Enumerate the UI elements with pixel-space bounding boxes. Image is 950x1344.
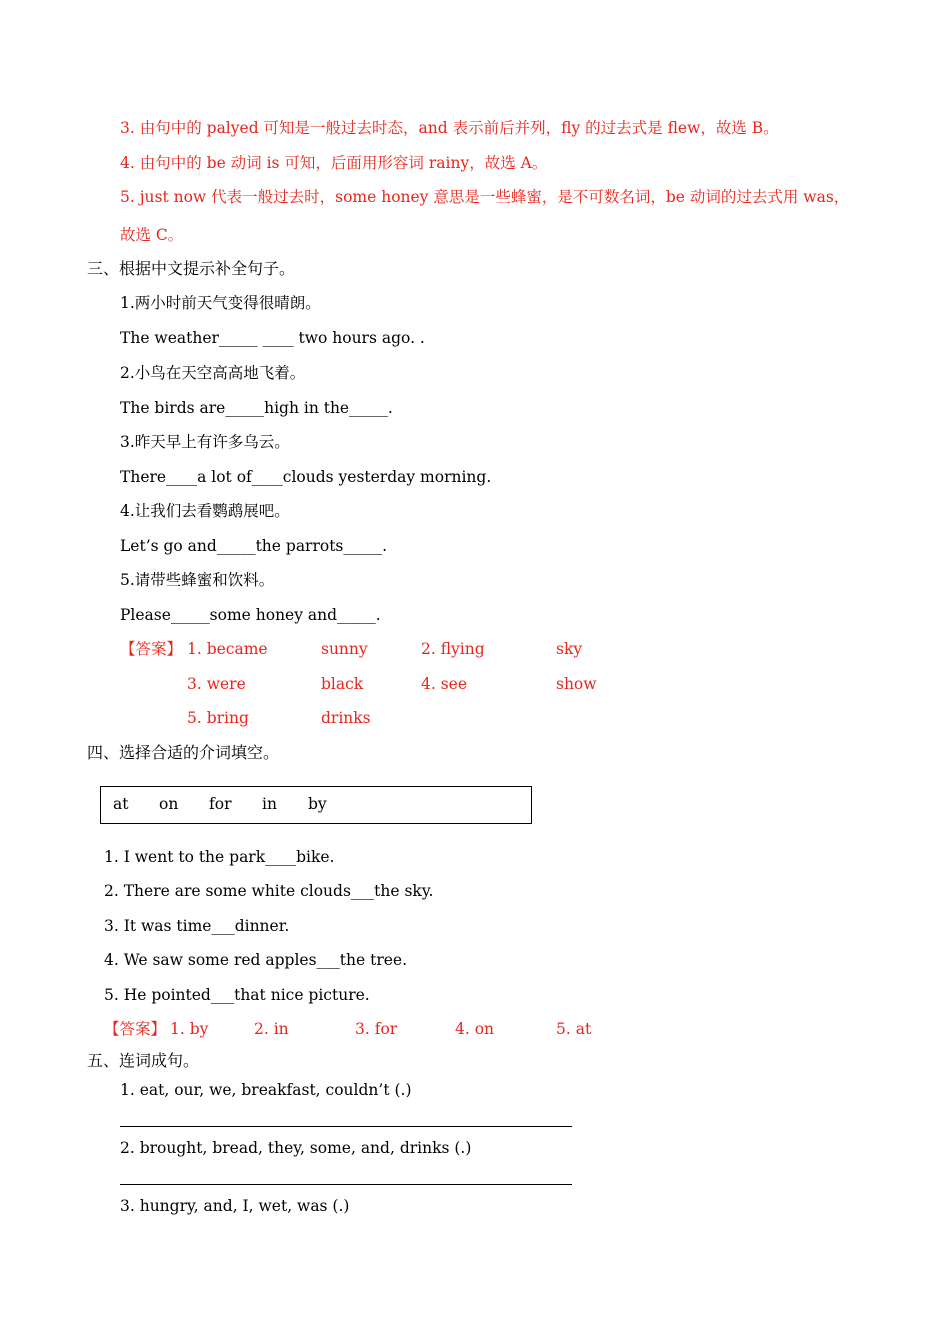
s3-item2-cn: 2.小鸟在天空高高地飞着。	[120, 364, 306, 382]
s4-answer-label: 【答案】	[104, 1020, 167, 1038]
s3-answer: black	[321, 675, 364, 693]
s5-item2: 2. brought, bread, they, some, and, drinks (.)	[120, 1139, 472, 1157]
s4-answer: 2. in	[254, 1020, 289, 1038]
s3-item1-cn: 1.两小时前天气变得很晴朗。	[120, 294, 321, 312]
s3-item5-en: Please_____some honey and_____.	[120, 606, 381, 624]
s3-item4-en: Let’s go and_____the parrots_____.	[120, 537, 388, 555]
s4-answer: 3. for	[355, 1020, 398, 1038]
s4-answer: 4. on	[455, 1020, 495, 1038]
explanation-5: 5. just now 代表一般过去时，some honey 意思是一些蜂蜜，是不可数名词，be 动词的过去式用 was，	[120, 188, 850, 206]
s3-answer: 3. were	[187, 675, 246, 693]
explanation-3: 3. 由句中的 palyed 可知是一般过去时态，and 表示前后并列，fly 的过去式是 flew，故选 B。	[120, 119, 779, 137]
s3-item3-cn: 3.昨天早上有许多乌云。	[120, 433, 290, 451]
s3-item1-en: The weather_____ ____ two hours ago. .	[120, 329, 425, 347]
explanation-5-cont: 故选 C。	[120, 226, 184, 244]
s3-answer: sunny	[321, 640, 368, 658]
s4-item3: 3. It was time___dinner.	[104, 917, 290, 935]
s5-item1: 1. eat, our, we, breakfast, couldn’t (.)	[120, 1081, 412, 1099]
s3-answer: show	[556, 675, 597, 693]
word-bank-item: for	[209, 795, 232, 813]
s3-answer: 5. bring	[187, 709, 249, 727]
s3-answer: sky	[556, 640, 583, 658]
s4-item4: 4. We saw some red apples___the tree.	[104, 951, 408, 969]
s3-answer: 1. became	[187, 640, 268, 658]
s3-item3-en: There____a lot of____clouds yesterday morning.	[120, 468, 492, 486]
s3-answer: drinks	[321, 709, 371, 727]
s5-item3: 3. hungry, and, I, wet, was (.)	[120, 1197, 350, 1215]
word-bank-item: on	[159, 795, 179, 813]
section3-heading: 三、根据中文提示补全句子。	[87, 259, 296, 278]
section5-heading: 五、连词成句。	[87, 1051, 200, 1070]
word-bank-item: at	[113, 795, 129, 813]
s3-answer: 4. see	[421, 675, 468, 693]
s3-item4-cn: 4.让我们去看鹦鹉展吧。	[120, 502, 290, 520]
answer-line	[120, 1126, 572, 1127]
s4-item5: 5. He pointed___that nice picture.	[104, 986, 370, 1004]
s4-answer: 1. by	[170, 1020, 209, 1038]
s4-item2: 2. There are some white clouds___the sky.	[104, 882, 434, 900]
explanation-4: 4. 由句中的 be 动词 is 可知，后面用形容词 rainy，故选 A。	[120, 154, 548, 172]
s3-answer: 2. flying	[421, 640, 485, 658]
s3-item5-cn: 5.请带些蜂蜜和饮料。	[120, 571, 275, 589]
word-bank-item: in	[262, 795, 277, 813]
word-bank-item: by	[308, 795, 327, 813]
answer-line	[120, 1184, 572, 1185]
s3-item2-en: The birds are_____high in the_____.	[120, 399, 393, 417]
s4-answer: 5. at	[556, 1020, 592, 1038]
section4-heading: 四、选择合适的介词填空。	[87, 743, 280, 762]
s3-answer-label: 【答案】	[120, 640, 183, 658]
s4-item1: 1. I went to the park____bike.	[104, 848, 335, 866]
